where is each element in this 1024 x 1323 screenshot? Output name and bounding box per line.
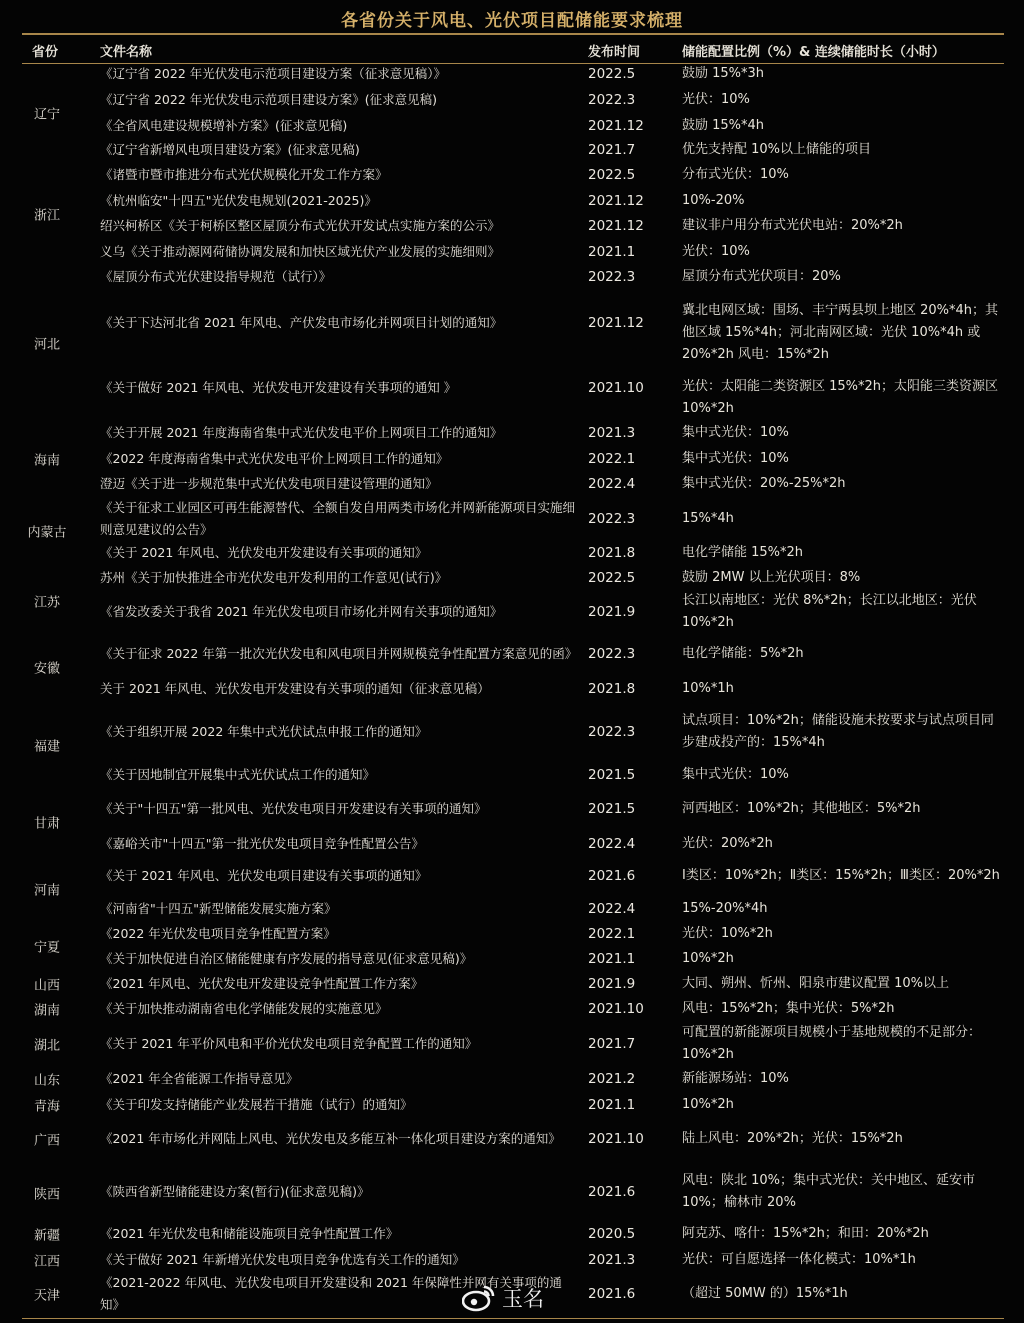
storage-requirement: 陆上风电：20%*2h；光伏：15%*2h bbox=[682, 1131, 903, 1146]
storage-requirement: 光伏：20%*2h bbox=[682, 836, 773, 851]
document-name: 《省发改委关于我省 2021 年光伏发电项目市场化并网有关事项的通知》 bbox=[100, 604, 503, 619]
storage-requirement: 建议非户用分布式光伏电站：20%*2h bbox=[682, 218, 903, 233]
publish-date: 2021.9 bbox=[588, 604, 636, 620]
document-name: 《杭州临安"十四五"光伏发电规划(2021-2025)》 bbox=[100, 193, 377, 208]
publish-date: 2021.10 bbox=[588, 1131, 644, 1147]
storage-requirement: 新能源场站：10% bbox=[682, 1071, 789, 1086]
province-label: 河南 bbox=[33, 883, 60, 899]
province-label: 甘肃 bbox=[33, 816, 60, 832]
document-name: 《2021-2022 年风电、光伏发电项目开发建设和 2021 年保障性并网有关事项的通知》 bbox=[100, 1275, 562, 1312]
storage-requirement: 10%-20% bbox=[682, 193, 745, 208]
province-label: 海南 bbox=[33, 453, 60, 469]
storage-requirement: 优先支持配 10%以上储能的项目 bbox=[682, 142, 872, 157]
publish-date: 2021.1 bbox=[588, 1097, 636, 1113]
publish-date: 2021.3 bbox=[588, 425, 636, 441]
storage-requirement: 风电：陕北 10%；集中式光伏：关中地区、延安市 10%；榆林市 20% bbox=[682, 1173, 976, 1210]
publish-date: 2021.3 bbox=[588, 1252, 636, 1268]
storage-requirement: 鼓励 15%*3h bbox=[682, 66, 765, 81]
province-label: 新疆 bbox=[33, 1228, 60, 1244]
document-name: 《陕西省新型储能建设方案(暂行)(征求意见稿)》 bbox=[100, 1184, 370, 1199]
province-label: 浙江 bbox=[33, 208, 60, 224]
storage-requirement: 分布式光伏：10% bbox=[682, 167, 789, 182]
header-date: 发布时间 bbox=[588, 45, 641, 60]
weibo-logo-icon bbox=[462, 1284, 496, 1312]
document-name: 《关于开展 2021 年度海南省集中式光伏发电平价上网项目工作的通知》 bbox=[100, 425, 503, 440]
document-name: 《屋顶分布式光伏建设指导规范（试行）》 bbox=[100, 269, 332, 284]
document-name: 澄迈《关于进一步规范集中式光伏发电项目建设管理的通知》 bbox=[100, 476, 438, 491]
storage-requirement: 光伏：太阳能二类资源区 15%*2h；太阳能三类资源区 10%*2h bbox=[682, 379, 999, 416]
province-label: 内蒙古 bbox=[27, 525, 67, 541]
publish-date: 2021.7 bbox=[588, 1036, 636, 1052]
publish-date: 2022.3 bbox=[588, 511, 636, 527]
document-name: 《河南省"十四五"新型储能发展实施方案》 bbox=[100, 901, 337, 916]
publish-date: 2022.3 bbox=[588, 92, 636, 108]
document-name: 《关于 2021 年风电、光伏发电项目建设有关事项的通知》 bbox=[100, 868, 428, 883]
storage-requirement: （超过 50MW 的）15%*1h bbox=[682, 1286, 848, 1301]
storage-requirement: 阿克苏、喀什：15%*2h；和田：20%*2h bbox=[682, 1226, 929, 1241]
province-label: 湖南 bbox=[33, 1003, 60, 1019]
storage-requirement: 光伏：10% bbox=[682, 92, 750, 107]
table-bottom-rule bbox=[22, 1318, 1004, 1319]
publish-date: 2021.12 bbox=[588, 315, 644, 331]
document-name: 《关于"十四五"第一批风电、光伏发电项目开发建设有关事项的通知》 bbox=[100, 801, 487, 816]
storage-requirement: 15%-20%*4h bbox=[682, 901, 768, 916]
storage-requirement: 集中式光伏：10% bbox=[682, 767, 789, 782]
document-name: 义乌《关于推动源网荷储协调发展和加快区域光伏产业发展的实施细则》 bbox=[100, 244, 501, 259]
document-name: 《关于 2021 年平价风电和平价光伏发电项目竞争配置工作的通知》 bbox=[100, 1036, 478, 1051]
storage-requirement: 风电：15%*2h；集中光伏：5%*2h bbox=[682, 1001, 895, 1016]
storage-requirement: 长江以南地区：光伏 8%*2h；长江以北地区：光伏 10%*2h bbox=[682, 593, 977, 630]
document-name: 《2021 年风电、光伏发电开发建设竞争性配置工作方案》 bbox=[100, 976, 424, 991]
storage-requirement: 屋顶分布式光伏项目：20% bbox=[682, 269, 841, 284]
document-name: 《嘉峪关市"十四五"第一批光伏发电项目竞争性配置公告》 bbox=[100, 836, 425, 851]
storage-requirement: Ⅰ类区：10%*2h；Ⅱ类区：15%*2h；Ⅲ类区：20%*2h bbox=[682, 868, 1000, 883]
storage-requirement: 电化学储能：5%*2h bbox=[682, 646, 804, 661]
document-name: 《2021 年市场化并网陆上风电、光伏发电及多能互补一体化项目建设方案的通知》 bbox=[100, 1131, 561, 1146]
storage-requirement: 鼓励 15%*4h bbox=[682, 118, 765, 133]
storage-requirement: 河西地区：10%*2h；其他地区：5%*2h bbox=[682, 801, 921, 816]
publish-date: 2021.6 bbox=[588, 1286, 636, 1302]
document-name: 《2021 年光伏发电和储能设施项目竞争性配置工作》 bbox=[100, 1226, 399, 1241]
publish-date: 2021.10 bbox=[588, 1001, 644, 1017]
publish-date: 2022.4 bbox=[588, 901, 636, 917]
document-name: 《关于组织开展 2022 年集中式光伏试点申报工作的通知》 bbox=[100, 724, 428, 739]
document-name: 《2022 年光伏发电项目竞争性配置方案》 bbox=[100, 926, 336, 941]
document-name: 《关于印发支持储能产业发展若干措施（试行）的通知》 bbox=[100, 1097, 413, 1112]
document-name: 《关于 2021 年风电、光伏发电开发建设有关事项的通知》 bbox=[100, 545, 428, 560]
watermark-text: 玉名 bbox=[502, 1287, 544, 1311]
publish-date: 2021.12 bbox=[588, 193, 644, 209]
document-name: 《关于做好 2021 年风电、光伏发电开发建设有关事项的通知 》 bbox=[100, 380, 457, 395]
document-name: 《关于下达河北省 2021 年风电、产伏发电市场化并网项目计划的通知》 bbox=[100, 315, 503, 330]
publish-date: 2022.1 bbox=[588, 926, 636, 942]
publish-date: 2021.8 bbox=[588, 545, 636, 561]
document-name: 《2021 年全省能源工作指导意见》 bbox=[100, 1071, 299, 1086]
document-name: 《关于加快促进自治区储能健康有序发展的指导意见(征求意见稿)》 bbox=[100, 951, 473, 966]
publish-date: 2021.1 bbox=[588, 244, 636, 260]
publish-date: 2022.3 bbox=[588, 724, 636, 740]
storage-requirement: 可配置的新能源项目规模小于基地规模的不足部分：10%*2h bbox=[682, 1025, 982, 1062]
storage-requirement: 光伏：可自愿选择一体化模式：10%*1h bbox=[682, 1252, 916, 1267]
publish-date: 2021.5 bbox=[588, 767, 636, 783]
document-name: 《辽宁省新增风电项目建设方案》(征求意见稿) bbox=[100, 142, 360, 157]
publish-date: 2021.6 bbox=[588, 868, 636, 884]
province-label: 安徽 bbox=[33, 661, 60, 677]
document-name: 《关于做好 2021 年新增光伏发电项目竞争优选有关工作的通知》 bbox=[100, 1252, 465, 1267]
publish-date: 2021.6 bbox=[588, 1184, 636, 1200]
storage-requirement: 集中式光伏：10% bbox=[682, 425, 789, 440]
publish-date: 2020.5 bbox=[588, 1226, 636, 1242]
document-name: 关于 2021 年风电、光伏发电开发建设有关事项的通知（征求意见稿） bbox=[100, 681, 490, 696]
publish-date: 2021.5 bbox=[588, 801, 636, 817]
province-label: 天津 bbox=[33, 1288, 60, 1304]
province-label: 江西 bbox=[33, 1254, 60, 1270]
publish-date: 2021.12 bbox=[588, 118, 644, 134]
storage-requirement: 大同、朔州、忻州、阳泉市建议配置 10%以上 bbox=[682, 976, 950, 991]
publish-date: 2021.1 bbox=[588, 951, 636, 967]
storage-requirement: 集中式光伏：20%-25%*2h bbox=[682, 476, 846, 491]
publish-date: 2022.5 bbox=[588, 570, 636, 586]
storage-requirement: 光伏：10% bbox=[682, 244, 750, 259]
publish-date: 2021.2 bbox=[588, 1071, 636, 1087]
publish-date: 2021.9 bbox=[588, 976, 636, 992]
document-name: 《关于加快推动湖南省电化学储能发展的实施意见》 bbox=[100, 1001, 388, 1016]
province-label: 山东 bbox=[33, 1073, 60, 1089]
storage-requirement: 冀北电网区域：围场、丰宁两县坝上地区 20%*4h；其他区域 15%*4h；河北南网区域：光伏 10%*4h 或 20%*2h 风电：15%*2h bbox=[682, 303, 999, 362]
publish-date: 2022.5 bbox=[588, 167, 636, 183]
header-requirement: 储能配置比例（%）& 连续储能时长（小时） bbox=[682, 45, 945, 60]
document-name: 苏州《关于加快推进全市光伏发电开发利用的工作意见(试行)》 bbox=[100, 570, 448, 585]
document-name: 《2022 年度海南省集中式光伏发电平价上网项目工作的通知》 bbox=[100, 451, 449, 466]
province-label: 山西 bbox=[33, 978, 60, 994]
storage-requirement: 10%*1h bbox=[682, 681, 734, 696]
province-label: 宁夏 bbox=[33, 940, 60, 956]
publish-date: 2022.5 bbox=[588, 66, 636, 82]
province-label: 辽宁 bbox=[33, 107, 60, 123]
publish-date: 2021.12 bbox=[588, 218, 644, 234]
storage-requirement: 试点项目：10%*2h；储能设施未按要求与试点项目同步建成投产的：15%*4h bbox=[682, 713, 994, 750]
header-province: 省份 bbox=[32, 45, 59, 60]
storage-requirement: 10%*2h bbox=[682, 951, 734, 966]
storage-requirement: 集中式光伏：10% bbox=[682, 451, 789, 466]
storage-requirement: 光伏：10%*2h bbox=[682, 926, 773, 941]
publish-date: 2021.7 bbox=[588, 142, 636, 158]
document-name: 《关于征求 2022 年第一批次光伏发电和风电项目并网规模竞争性配置方案意见的函》 bbox=[100, 646, 578, 661]
document-name: 《辽宁省 2022 年光伏发电示范项目建设方案（征求意见稿）》 bbox=[100, 66, 447, 81]
weibo-watermark bbox=[462, 1283, 544, 1313]
publish-date: 2021.8 bbox=[588, 681, 636, 697]
document-name: 《关于因地制宜开展集中式光伏试点工作的通知》 bbox=[100, 767, 376, 782]
publish-date: 2022.3 bbox=[588, 269, 636, 285]
province-label: 河北 bbox=[33, 337, 60, 353]
province-label: 青海 bbox=[33, 1099, 60, 1115]
document-name: 《诸暨市暨市推进分布式光伏规模化开发工作方案》 bbox=[100, 167, 388, 182]
storage-requirement: 鼓励 2MW 以上光伏项目：8% bbox=[682, 570, 861, 585]
header-document: 文件名称 bbox=[100, 45, 153, 60]
province-label: 江苏 bbox=[33, 595, 60, 611]
document-name: 《全省风电建设规模增补方案》(征求意见稿) bbox=[100, 118, 348, 133]
document-name: 《关于征求工业园区可再生能源替代、全额自发自用两类市场化并网新能源项目实施细则意见建议的公告》 bbox=[100, 500, 576, 537]
publish-date: 2022.4 bbox=[588, 476, 636, 492]
storage-requirement: 电化学储能 15%*2h bbox=[682, 545, 804, 560]
province-label: 湖北 bbox=[33, 1038, 60, 1054]
province-label: 广西 bbox=[33, 1133, 60, 1149]
storage-requirement: 15%*4h bbox=[682, 511, 734, 526]
document-name: 《辽宁省 2022 年光伏发电示范项目建设方案》(征求意见稿) bbox=[100, 92, 438, 107]
province-label: 福建 bbox=[33, 739, 60, 755]
publish-date: 2022.3 bbox=[588, 646, 636, 662]
publish-date: 2022.4 bbox=[588, 836, 636, 852]
province-label: 陕西 bbox=[33, 1187, 60, 1203]
page-title: 各省份关于风电、光伏项目配储能要求梳理 bbox=[341, 11, 683, 31]
storage-requirement: 10%*2h bbox=[682, 1097, 734, 1112]
publish-date: 2021.10 bbox=[588, 380, 644, 396]
document-name: 绍兴柯桥区《关于柯桥区整区屋顶分布式光伏开发试点实施方案的公示》 bbox=[100, 218, 501, 233]
publish-date: 2022.1 bbox=[588, 451, 636, 467]
